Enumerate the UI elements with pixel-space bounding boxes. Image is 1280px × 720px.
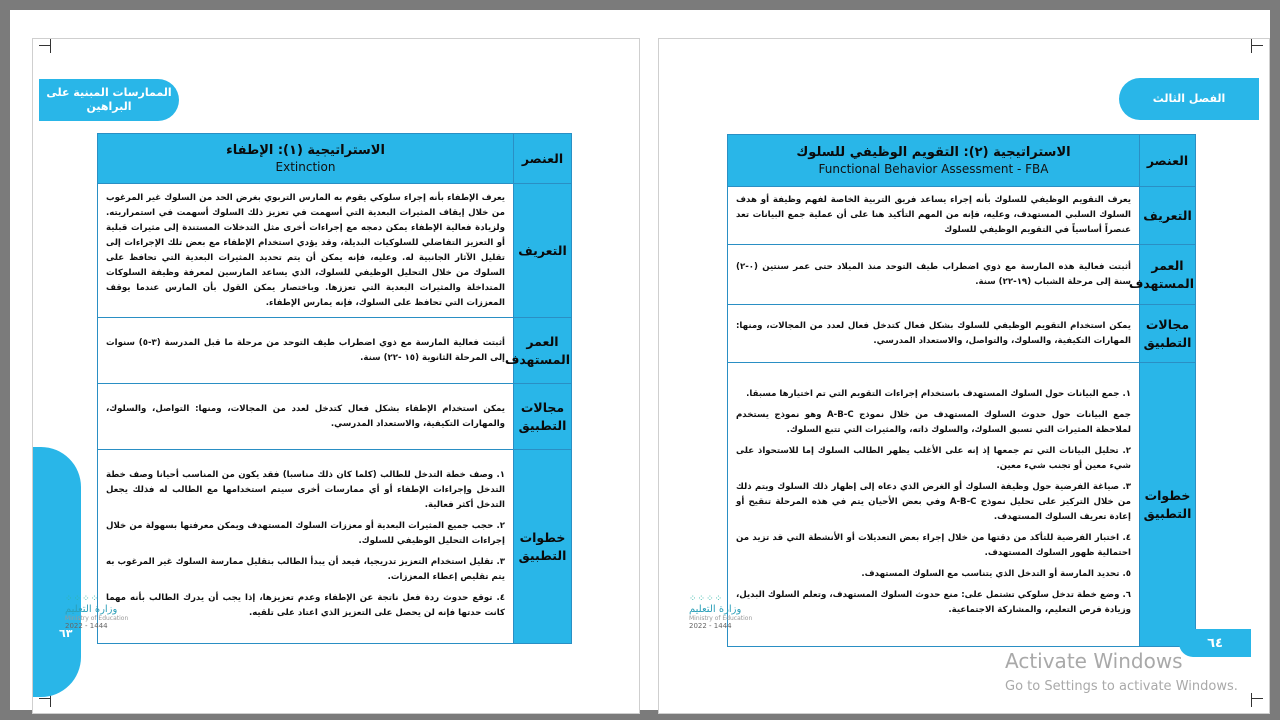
row-label: التعريف bbox=[1140, 187, 1196, 245]
chapter-tab bbox=[1119, 78, 1259, 120]
row-text: يمكن استخدام الإطفاء بشكل فعال كتدخل لعدد من المجالات، ومنها: التواصل، والسلوك، والمهارات التكيفية، والاستعداد المدرسي. bbox=[98, 384, 514, 450]
logo-ar: وزارة التعليم bbox=[65, 604, 118, 615]
row-text: أثبتت فعالية المارسة مع ذوي اضطراب طيف التوحد من مرحلة ما قبل المدرسة (٣-٥) سنوات إلى المرحلة الثانوية (١٥ -٢٢) سنة. bbox=[98, 318, 514, 384]
steps-list bbox=[728, 363, 1140, 647]
row-label: العمر المستهدف bbox=[514, 318, 572, 384]
step-item: ٣. صياغة الفرضية حول وظيفة السلوك أو الغرض الذي دعاه إلى إظهار ذلك السلوك ويتم ذلك من خلال التركيز على تحليل نموذج A-B-C وفي بعض الأحيان يتم في هذه المرحلة تنقيح أو إعادة تعريف السلوك المستهدف. bbox=[736, 482, 1131, 522]
strategy-title-en: Extinction bbox=[275, 160, 336, 174]
row-label: التعريف bbox=[514, 184, 572, 318]
logo-en: Ministry of Education bbox=[689, 615, 753, 622]
step-item: ٦. وضع خطة تدخل سلوكي تشتمل على: منع حدوث السلوك المستهدف، وتعلم السلوك البديل، وزيادة فرص التعليم، والمشاركة الاجتماعية. bbox=[736, 590, 1131, 615]
logo-ar: وزارة التعليم bbox=[689, 604, 742, 615]
left-page bbox=[32, 38, 640, 714]
document-viewer bbox=[10, 10, 1270, 710]
row-text: يمكن استخدام التقويم الوظيفي للسلوك بشكل فعال كتدخل فعال لعدد من المجالات، ومنها: المهارات التكيفية، والسلوك، والتواصل، والاستعداد المدرسي. bbox=[728, 305, 1140, 363]
crop-mark bbox=[1251, 45, 1263, 46]
row-label: خطوات التطبيق bbox=[514, 450, 572, 644]
logo-dots-icon: ⁘⁘⁘⁘ bbox=[689, 594, 724, 604]
strategy-title-en: Functional Behavior Assessment - FBA bbox=[818, 162, 1049, 176]
row-label: خطوات التطبيق bbox=[1140, 363, 1196, 647]
element-header: العنصر bbox=[1140, 135, 1196, 187]
row-text: يعرف التقويم الوظيفي للسلوك بأنه إجراء يساعد فريق التربية الخاصة لفهم وظيفة أو هدف السلوك السلبي المستهدف، وعليه، فإنه من المهم التأكيد هنا على أن عملية جمع البيانات تعد عنصراً أساسياً في التقويم الوظيفي للسلوك bbox=[728, 187, 1140, 245]
logo-year: 2022 - 1444 bbox=[689, 622, 732, 630]
step-item: ٢. حجب جميع المثيرات البعدية أو معززات السلوك المستهدف ويمكن معرفتها بسهولة من خلال إجراءات التحليل الوظيفي للسلوك. bbox=[106, 521, 505, 546]
ministry-logo bbox=[65, 595, 128, 630]
strategy-title bbox=[98, 134, 514, 184]
row-label: العمر المستهدف bbox=[1140, 245, 1196, 305]
row-text: يعرف الإطفاء بأنه إجراء سلوكي يقوم به المارس التربوي بغرض الحد من السلوك غير المرغوب من خلال إيقاف المثيرات البعدية التي أسهمت في تعزيز ذلك السلوك أسهمت في استمراريته. ولزيادة فعالية الإطفاء يمكن دمجه مع إجراءات أخرى مثل التدخلات المستندة إلى مثيرات قبلية أو التعزيز التفاضلي للسلوكيات البديلة، وقد يؤدي استخدام الإطفاء مع بعض تلك الإجراءات إلى تقليل الآثار الجانبية له. وعليه، فإنه يمكن أن يتم تحديد المثيرات البعدية التي تحافظ على السلوك من خلال التحليل الوظيفي للسلوك، الذي يساعد المارسين لمعرفة وظيفة السلوكات المتداخلة والمثيرات البعدية التي تعززها. وباختصار يمكن القول بأن المارس عندما يوقف المعززات التي تحافظ على السلوك، فإنه يمارس الإطفاء. bbox=[98, 184, 514, 318]
logo-year: 2022 - 1444 bbox=[65, 622, 108, 630]
strategy-title-ar: الاستراتيجية (٢): التقويم الوظيفي للسلوك bbox=[796, 145, 1071, 160]
crop-mark bbox=[1251, 39, 1252, 53]
strategy-table bbox=[727, 134, 1196, 647]
step-item: ٤. توقع حدوث ردة فعل ناتجة عن الإطفاء وعدم تعزيزها، إذا يجب أن يدرك الطالب بأنه مهما كانت حدتها فإنه لن يحصل على التعزيز الذي اعتاد على تلقيه. bbox=[106, 593, 505, 618]
row-label: مجالات التطبيق bbox=[514, 384, 572, 450]
row-label: مجالات التطبيق bbox=[1140, 305, 1196, 363]
activation-watermark-subtitle: Go to Settings to activate Windows. bbox=[1005, 679, 1238, 694]
crop-mark bbox=[50, 39, 51, 53]
step-item: ٢. تحليل البيانات التي تم جمعها إذ إنه على الأغلب يظهر الطالب السلوك إما للاستحواذ على شيء معين أو تجنب شيء معين. bbox=[736, 446, 1131, 471]
page-number: ٦٤ bbox=[1179, 629, 1251, 657]
strategy-title-ar: الاستراتيجية (١): الإطفاء bbox=[226, 143, 385, 158]
strategy-table bbox=[97, 133, 572, 644]
page-number: ٦٣ bbox=[59, 627, 73, 640]
crop-mark bbox=[1251, 698, 1263, 699]
right-page bbox=[658, 38, 1270, 714]
step-item: ٥. تحديد المارسة أو التدخل الذي يتناسب مع السلوك المستهدف. bbox=[861, 569, 1131, 579]
chapter-tab-label: الفصل الثالث bbox=[1152, 92, 1226, 105]
chapter-tab bbox=[39, 79, 179, 121]
step-item: ١. جمع البيانات حول السلوك المستهدف باستخدام إجراءات التقويم التي تم اختيارها مسبقا. bbox=[746, 389, 1131, 399]
steps-list bbox=[98, 450, 514, 644]
logo-dots-icon: ⁘⁘⁘⁘ bbox=[65, 594, 100, 604]
row-text: أثبتت فعالية هذه المارسة مع ذوي اضطراب طيف التوحد منذ الميلاد حتى عمر سنتين (٠-٢) سنة إلى مرحلة الشباب (١٩-٢٢) سنة. bbox=[728, 245, 1140, 305]
chapter-tab-label: الممارسات المبنية على البراهين bbox=[46, 86, 172, 113]
activation-watermark-title: Activate Windows bbox=[1005, 649, 1183, 673]
step-item: ١. وصف خطة التدخل للطالب (كلما كان ذلك مناسبا) فقد يكون من المناسب أحيانا وصف خطة التدخل وإجراءات الإطفاء أو أي ممارسات أخرى سيتم استخدامها مع الطالب له فذلك يجعل التدخل أكثر فعالية. bbox=[106, 470, 505, 510]
step-item: ٣. تقليل استخدام التعزيز تدريجيا، فيعد أن يبدأ الطالب بتقليل ممارسة السلوك غير المرغوب به يتم تقليص إعطاء المعززات. bbox=[106, 557, 505, 582]
strategy-title bbox=[728, 135, 1140, 187]
ministry-logo bbox=[689, 595, 752, 630]
element-header: العنصر bbox=[514, 134, 572, 184]
logo-en: Ministry of Education bbox=[65, 615, 129, 622]
step-item: ٤. اختبار الفرضية للتأكد من دقتها من خلال إجراء بعض التعديلات أو الأنشطة التي قد تزيد من احتمالية ظهور السلوك المستهدف. bbox=[736, 533, 1131, 558]
crop-mark bbox=[1251, 693, 1252, 707]
step-item: جمع البيانات حول حدوث السلوك المستهدف من خلال نموذج A-B-C وهو نموذج يستخدم لملاحظة المثيرات التي تسبق السلوك، والسلوك ذاته، والمثيرات التي تتبع السلوك. bbox=[736, 410, 1131, 435]
decorative-shape bbox=[33, 447, 81, 697]
